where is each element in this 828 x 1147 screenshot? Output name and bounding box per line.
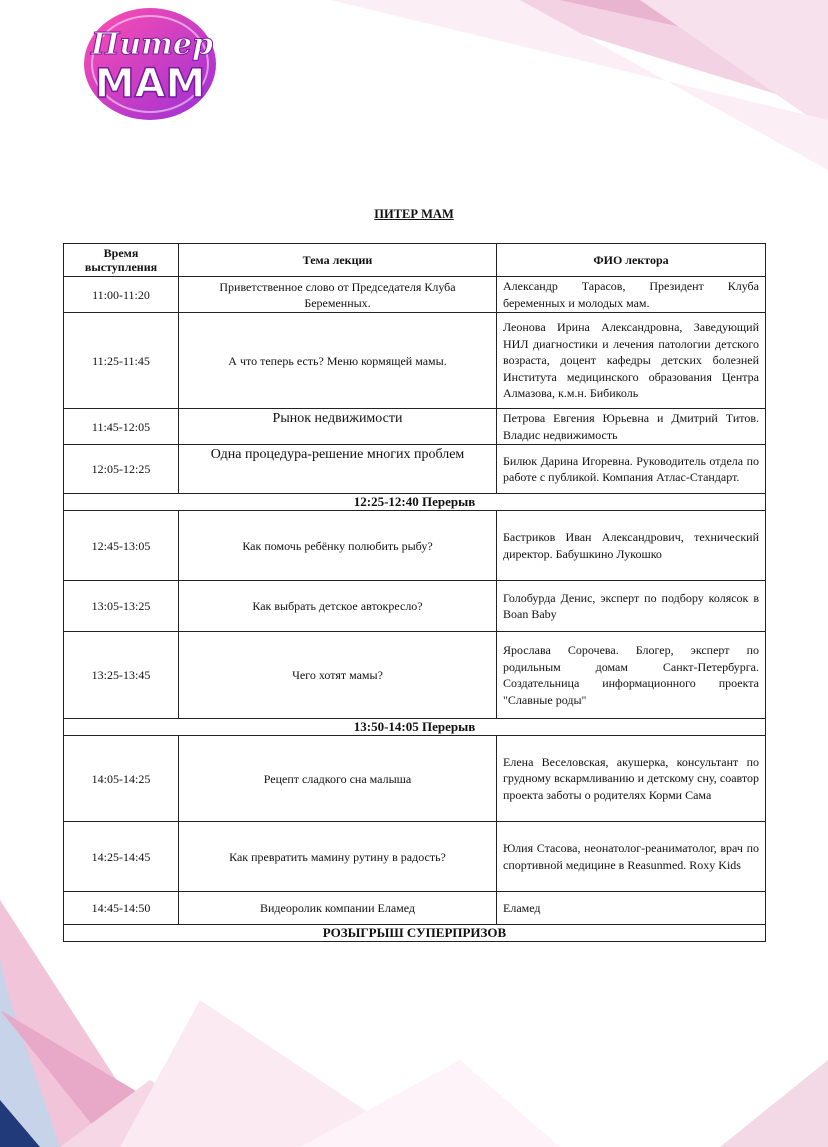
time-cell: 14:05-14:25 [64,736,179,822]
header-topic: Тема лекции [179,244,497,277]
table-row [64,445,766,494]
time-cell: 11:45-12:05 [64,409,179,445]
lecturer-cell: Петрова Евгения Юрьевна и Дмитрий Титов. Владис недвижимость [497,409,766,445]
topic-cell: А что теперь есть? Меню кормящей мамы. [179,313,497,409]
time-cell: 12:45-13:05 [64,511,179,581]
time-cell: 14:45-14:50 [64,892,179,925]
lecturer-cell: Юлия Стасова, неонатолог-реаниматолог, врач по спортивной медицине в Reasunmed. Roxy Kids [497,822,766,892]
table-row [64,892,766,925]
header-lecturer: ФИО лектора [497,244,766,277]
document-title: ПИТЕР МАМ [374,207,454,221]
closing-label: РОЗЫГРЫШ СУПЕРПРИЗОВ [64,925,766,942]
lecturer-cell: Еламед [497,892,766,925]
table-row [64,736,766,822]
topic-cell: Приветственное слово от Председателя Клуба Беременных. [179,277,497,313]
header-time: Время выступления [64,244,179,277]
topic-cell: Как превратить мамину рутину в радость? [179,822,497,892]
time-cell: 13:25-13:45 [64,632,179,719]
table-row [64,632,766,719]
lecturer-cell: Ярослава Сорочева. Блогер, эксперт по родильным домам Санкт-Петербурга. Создательница информационного проекта "Славные роды" [497,632,766,719]
table-row [64,277,766,313]
time-cell: 12:05-12:25 [64,445,179,494]
topic-cell: Как помочь ребёнку полюбить рыбу? [179,511,497,581]
svg-text:МАМ: МАМ [94,61,206,107]
lecturer-cell: Бастриков Иван Александрович, технический директор. Бабушкино Лукошко [497,511,766,581]
table-header-row [64,244,766,277]
closing-row [64,925,766,942]
time-cell: 11:00-11:20 [64,277,179,313]
time-cell: 11:25-11:45 [64,313,179,409]
lecturer-cell: Леонова Ирина Александровна, Заведующий НИЛ диагностики и лечения патологии детского возраста, доцент кафедры детских болезней Института медицинского образования Центра Алмазова, к.м.н. Бибиколь [497,313,766,409]
topic-cell: Чего хотят мамы? [179,632,497,719]
topic-cell: Рецепт сладкого сна малыша [179,736,497,822]
lecturer-cell: Александр Тарасов, Президент Клуба беременных и молодых мам. [497,277,766,313]
schedule-table [63,243,766,942]
topic-cell: Видеоролик компании Еламед [179,892,497,925]
table-row [64,409,766,445]
break-row [64,494,766,511]
break-label: 13:50-14:05 Перерыв [64,719,766,736]
lecturer-cell: Билюк Дарина Игоревна. Руководитель отдела по работе с публикой. Компания Атлас-Стандарт. [497,445,766,494]
topic-cell: Одна процедура-решение многих проблем [179,445,497,494]
svg-text:Питер: Питер [91,27,213,62]
lecturer-cell: Голобурда Денис, эксперт по подбору колясок в Boan Baby [497,581,766,632]
lecturer-cell: Елена Веселовская, акушерка, консультант по грудному вскармливанию и детскому сну, соавтор проекта заботы о родителях Корми Сама [497,736,766,822]
table-row [64,822,766,892]
table-row [64,313,766,409]
time-cell: 13:05-13:25 [64,581,179,632]
table-row [64,581,766,632]
topic-cell: Рынок недвижимости [179,409,497,445]
break-label: 12:25-12:40 Перерыв [64,494,766,511]
piter-mam-logo [78,2,228,124]
time-cell: 14:25-14:45 [64,822,179,892]
topic-cell: Как выбрать детское автокресло? [179,581,497,632]
table-row [64,511,766,581]
break-row [64,719,766,736]
